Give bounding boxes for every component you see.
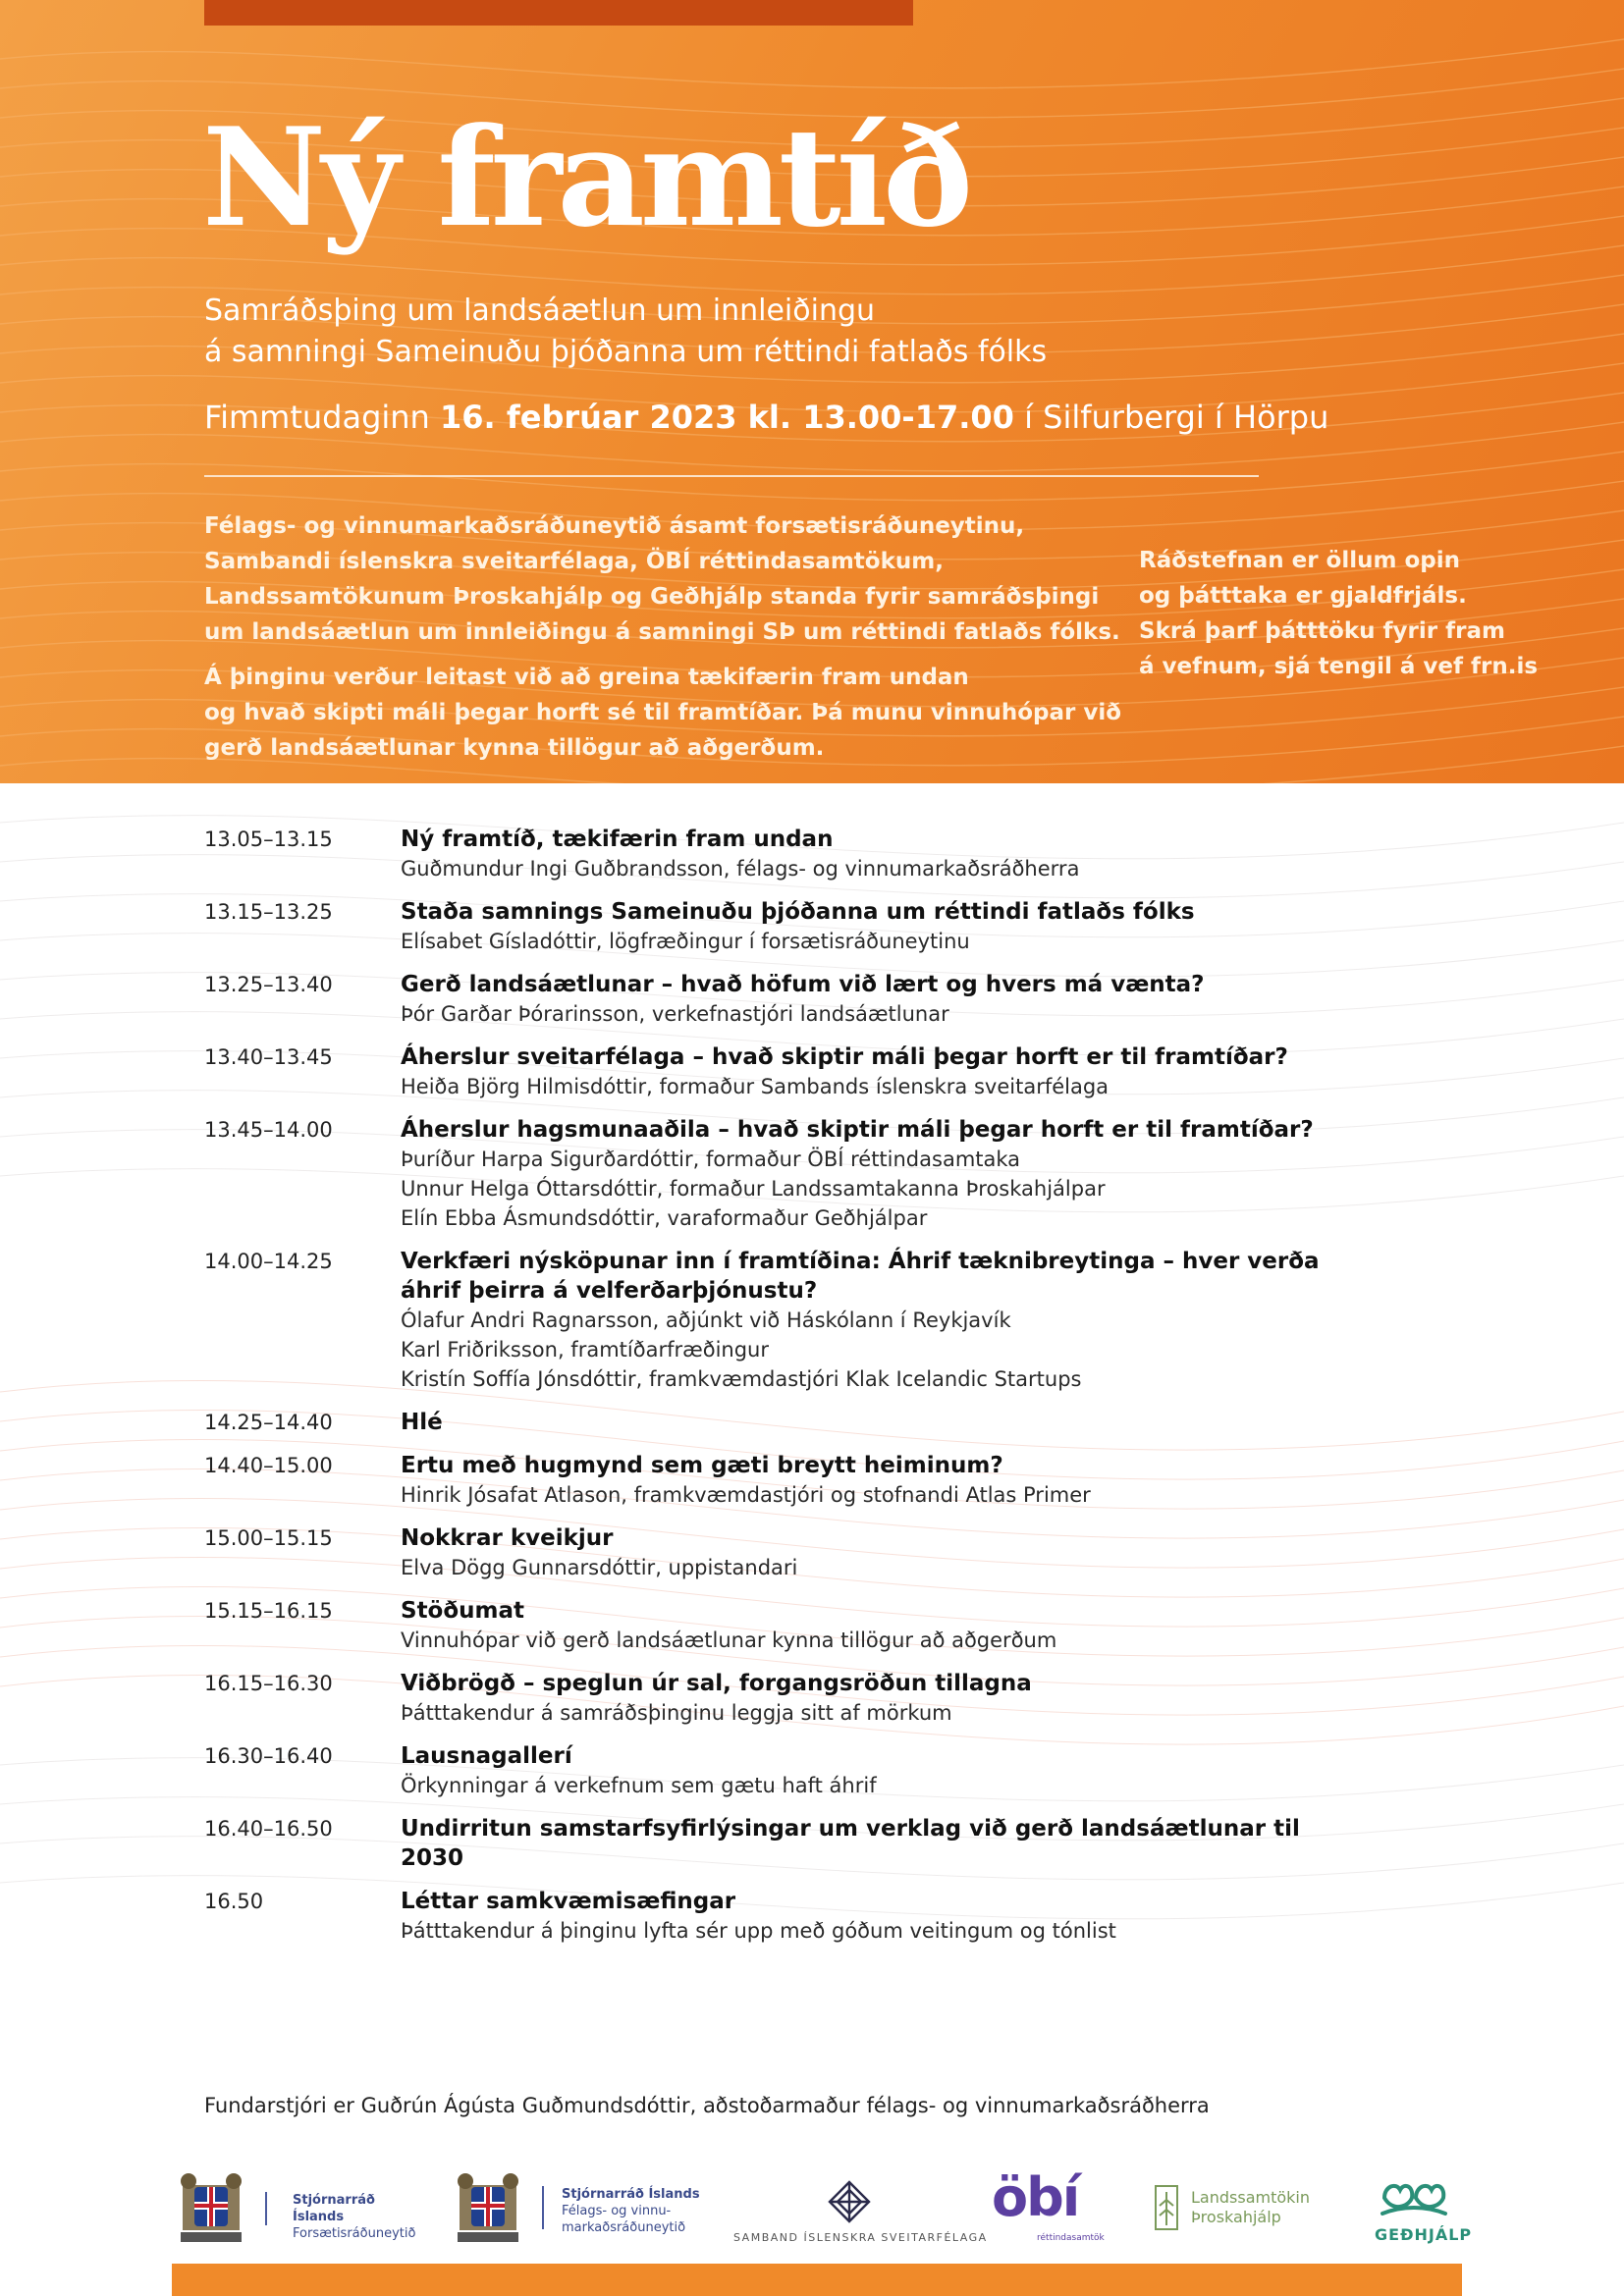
- program-time: 15.15–16.15: [204, 1599, 333, 1623]
- program-speaker: Örkynningar á verkefnum sem gætu haft áhrif: [401, 1774, 877, 1797]
- logo-divider: [265, 2192, 267, 2225]
- program-title: Léttar samkvæmisæfingar: [401, 1889, 736, 1914]
- logo-gedhjalp: [1365, 2164, 1473, 2253]
- program-item: [204, 1596, 1481, 1655]
- gov-ministry: Félags- og vinnu-: [562, 2204, 672, 2218]
- program-title: Undirritun samstarfsyfirlýsingar um verklag við gerð landsáætlunar til 2030: [401, 1816, 1300, 1871]
- program-speaker: Ólafur Andri Ragnarsson, aðjúnkt við Háskólann í Reykjavík: [401, 1308, 1011, 1332]
- program-item: [204, 1741, 1481, 1800]
- program-speaker: Hinrik Jósafat Atlason, framkvæmdastjóri og stofnandi Atlas Primer: [401, 1483, 1091, 1507]
- program-item: [204, 825, 1481, 883]
- gedhjalp-name: GEÐHJÁLP: [1375, 2225, 1473, 2244]
- program-title: Nokkrar kveikjur: [401, 1525, 614, 1551]
- page-title: Ný framtíð: [202, 97, 969, 257]
- subtitle-line: á samningi Sameinuðu þjóðanna um réttindi fatlaðs fólks: [204, 335, 1048, 369]
- obi-subtitle: réttindasamtök: [1037, 2233, 1105, 2243]
- program-item: [204, 1814, 1481, 1873]
- samband-symbol-icon: [828, 2180, 871, 2223]
- logo-samband-islenskra-sveitarfelaga: [731, 2164, 988, 2253]
- date-suffix: í Silfurbergi í Hörpu: [1013, 399, 1329, 436]
- intro-line: Félags- og vinnumarkaðsráðuneytið ásamt forsætisráðuneytinu,: [204, 513, 1025, 539]
- logo-forsaetisraduneytid: [177, 2164, 416, 2253]
- program-speaker: Elva Dögg Gunnarsdóttir, uppistandari: [401, 1556, 798, 1579]
- logo-felags-og-vinnumarkadsraduneytid: [454, 2164, 709, 2253]
- program-time: 15.00–15.15: [204, 1526, 333, 1550]
- program-item: [204, 897, 1481, 956]
- program-time: 14.40–15.00: [204, 1454, 333, 1477]
- gov-logo-text: [293, 2192, 415, 2242]
- program-speaker: Vinnuhópar við gerð landsáætlunar kynna tillögur að aðgerðum: [401, 1629, 1057, 1652]
- program-item: [204, 970, 1481, 1029]
- registration-line: Ráðstefnan er öllum opin: [1139, 548, 1460, 573]
- program-time: 13.45–14.00: [204, 1118, 333, 1142]
- gedhjalp-hands-icon: [1379, 2176, 1449, 2217]
- logo-throskahjalp: [1154, 2164, 1330, 2253]
- coat-of-arms-icon: [454, 2169, 522, 2248]
- program-item: [204, 1669, 1481, 1728]
- program-title: Ertu með hugmynd sem gæti breytt heiminum?: [401, 1453, 1003, 1478]
- program-time: 16.40–16.50: [204, 1817, 333, 1841]
- program-speaker: Kristín Soffía Jónsdóttir, framkvæmdastjóri Klak Icelandic Startups: [401, 1367, 1082, 1391]
- program-title: Áherslur sveitarfélaga – hvað skiptir máli þegar horft er til framtíðar?: [401, 1044, 1288, 1070]
- program-title: Stöðumat: [401, 1598, 525, 1624]
- program-time: 16.15–16.30: [204, 1672, 333, 1695]
- gov-name: Stjórnarráð Íslands: [293, 2193, 375, 2224]
- logo-divider: [542, 2186, 544, 2229]
- program-time: 16.30–16.40: [204, 1744, 333, 1768]
- gov-name: Stjórnarráð Íslands: [562, 2187, 700, 2202]
- program-item: [204, 1408, 1481, 1437]
- program-item: [204, 1887, 1481, 1946]
- throskahjalp-line: Landssamtökin: [1191, 2188, 1310, 2207]
- date-bold: 16. febrúar 2023 kl. 13.00-17.00: [440, 399, 1014, 436]
- program-speaker: Heiða Björg Hilmisdóttir, formaður Sambands íslenskra sveitarfélaga: [401, 1075, 1110, 1098]
- gov-ministry: Forsætisráðuneytið: [293, 2226, 416, 2241]
- program-time: 13.25–13.40: [204, 973, 333, 996]
- program-title: Hlé: [401, 1410, 443, 1435]
- date-prefix: Fimmtudaginn: [204, 399, 440, 436]
- coat-of-arms-icon: [177, 2169, 245, 2248]
- program-speaker: Elín Ebba Ásmundsdóttir, varaformaður Geðhjálpar: [401, 1206, 928, 1230]
- program-speaker: Karl Friðriksson, framtíðarfræðingur: [401, 1338, 769, 1362]
- program-item: [204, 1523, 1481, 1582]
- intro-line: og hvað skipti máli þegar horft sé til framtíðar. Þá munu vinnuhópar við: [204, 700, 1122, 725]
- registration-line: og þátttaka er gjaldfrjáls.: [1139, 583, 1467, 609]
- event-date-line: [204, 397, 1328, 438]
- program-title: Viðbrögð – speglun úr sal, forgangsröðun tillagna: [401, 1671, 1032, 1696]
- subtitle: [204, 291, 1047, 373]
- program-item: [204, 1115, 1481, 1233]
- bottom-accent-bar: [172, 2264, 1462, 2296]
- gov-logo-text: [562, 2186, 700, 2236]
- moderator-note: Fundarstjóri er Guðrún Ágústa Guðmundsdóttir, aðstoðarmaður félags- og vinnumarkaðsráðherra: [204, 2094, 1210, 2117]
- program-schedule: [204, 825, 1481, 1959]
- program-item: [204, 1042, 1481, 1101]
- intro-line: Á þinginu verður leitast við að greina tækifærin fram undan: [204, 665, 969, 690]
- program-title: Ný framtíð, tækifærin fram undan: [401, 827, 834, 852]
- program-time: 16.50: [204, 1890, 264, 1913]
- program-speaker: Þór Garðar Þórarinsson, verkefnastjóri landsáætlunar: [401, 1002, 949, 1026]
- program-title: Verkfæri nýsköpunar inn í framtíðina: Áhrif tæknibreytinga – hver verða áhrif þeirra á velferðarþjónustu?: [401, 1249, 1320, 1304]
- program-time: 13.05–13.15: [204, 828, 333, 851]
- registration-line: á vefnum, sjá tengil á vef frn.is: [1139, 654, 1539, 679]
- program-speaker: Þuríður Harpa Sigurðardóttir, formaður ÖBÍ réttindasamtaka: [401, 1148, 1021, 1171]
- intro-line: um landsáætlun um innleiðingu á samningi SÞ um réttindi fatlaðs fólks.: [204, 619, 1120, 645]
- program-speaker: Elísabet Gísladóttir, lögfræðingur í forsætisráðuneytinu: [401, 930, 970, 953]
- program-title: Gerð landsáætlunar – hvað höfum við lært og hvers má vænta?: [401, 972, 1205, 997]
- program-time: 14.00–14.25: [204, 1250, 333, 1273]
- program-speaker: Guðmundur Ingi Guðbrandsson, félags- og vinnumarkaðsráðherra: [401, 857, 1080, 881]
- program-title: Áherslur hagsmunaaðila – hvað skiptir máli þegar horft er til framtíðar?: [401, 1117, 1314, 1143]
- gov-ministry: markaðsráðuneytið: [562, 2220, 686, 2235]
- program-speaker: Þátttakendur á þinginu lyfta sér upp með góðum veitingum og tónlist: [401, 1919, 1116, 1943]
- program-item: [204, 1247, 1481, 1394]
- registration-line: Skrá þarf þátttöku fyrir fram: [1139, 618, 1505, 644]
- throskahjalp-line: Þroskahjálp: [1191, 2208, 1281, 2226]
- program-time: 13.40–13.45: [204, 1045, 333, 1069]
- obi-wordmark: öbí: [992, 2166, 1079, 2228]
- program-speaker: Unnur Helga Óttarsdóttir, formaður Landssamtakanna Þroskahjálpar: [401, 1177, 1106, 1201]
- subtitle-line: Samráðsþing um landsáætlun um innleiðingu: [204, 294, 876, 328]
- intro-line: gerð landsáætlunar kynna tillögur að aðgerðum.: [204, 735, 825, 761]
- intro-paragraph-purpose: [204, 660, 1147, 766]
- intro-paragraph-organizers: [204, 508, 1147, 650]
- header-banner: [0, 0, 1624, 783]
- program-title: Staða samnings Sameinuðu þjóðanna um réttindi fatlaðs fólks: [401, 899, 1195, 925]
- program-time: 13.15–13.25: [204, 900, 333, 924]
- program-time: 14.25–14.40: [204, 1411, 333, 1434]
- logo-obi: [992, 2164, 1105, 2253]
- partner-logos: [0, 2164, 1624, 2253]
- program-title: Lausnagallerí: [401, 1743, 572, 1769]
- samband-name: SAMBAND ÍSLENSKRA SVEITARFÉLAGA: [733, 2231, 988, 2244]
- program-speaker: Þátttakendur á samráðsþinginu leggja sitt af mörkum: [401, 1701, 952, 1725]
- intro-line: Sambandi íslenskra sveitarfélaga, ÖBÍ réttindasamtökum,: [204, 549, 944, 574]
- top-accent-bar: [204, 0, 913, 26]
- tree-icon: [1154, 2184, 1179, 2231]
- header-divider: [204, 475, 1259, 477]
- intro-line: Landssamtökunum Þroskahjálp og Geðhjálp standa fyrir samráðsþingi: [204, 584, 1100, 610]
- registration-info: [1139, 543, 1551, 684]
- throskahjalp-name: [1191, 2188, 1310, 2227]
- program-item: [204, 1451, 1481, 1510]
